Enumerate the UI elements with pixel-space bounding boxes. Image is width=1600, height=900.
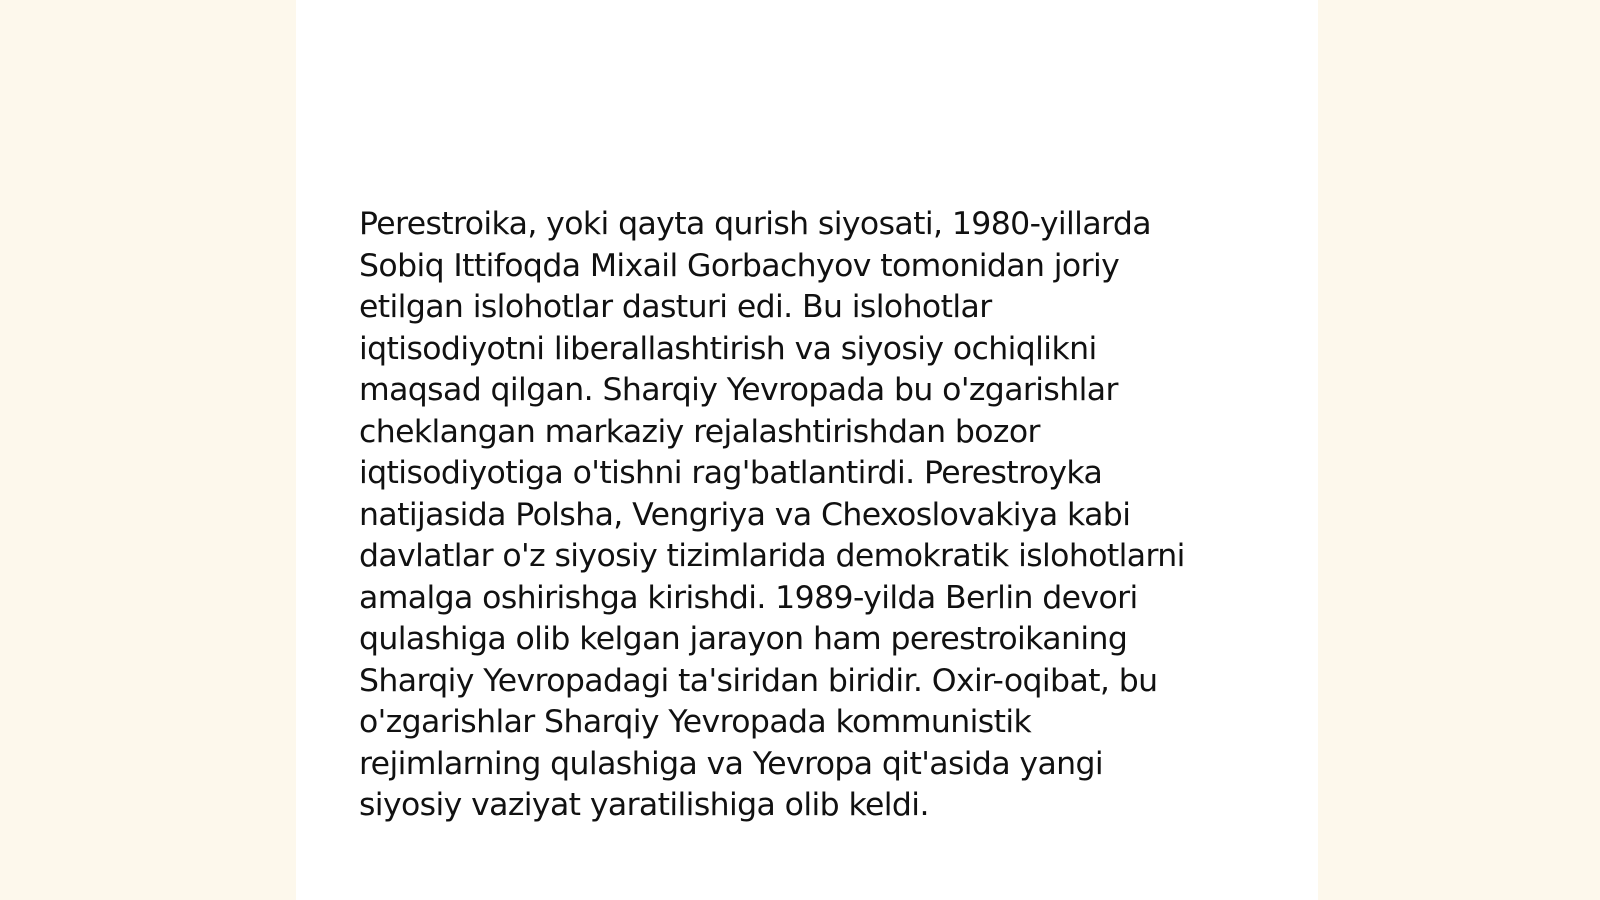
paragraph-line: Sobiq Ittifoqda Mixail Gorbachyov tomonidan joriy (359, 247, 1120, 284)
paragraph-line: maqsad qilgan. Sharqiy Yevropada bu o'zgarishlar (359, 372, 1118, 408)
paragraph-line: natijasida Polsha, Vengriya va Chexoslovakiya kabi (359, 496, 1131, 533)
paragraph-line: rejimlarning qulashiga va Yevropa qit'asida yangi (359, 745, 1104, 782)
paragraph-line: iqtisodiyotiga o'tishni rag'batlantirdi. Perestroyka (359, 455, 1103, 491)
paragraph-line: o'zgarishlar Sharqiy Yevropada kommunistik (359, 704, 1032, 740)
paragraph-line: Perestroika, yoki qayta qurish siyosati, 1980-yillarda (359, 206, 1151, 242)
paragraph-line: qulashiga olib kelgan jarayon ham perestroikaning (359, 621, 1128, 657)
document-page (296, 0, 1318, 900)
paragraph-line: cheklangan markaziy rejalashtirishdan bozor (359, 413, 1040, 450)
paragraph-line: amalga oshirishga kirishdi. 1989-yilda Berlin devori (359, 579, 1138, 616)
paragraph-line: Sharqiy Yevropadagi ta'siridan biridir. Oxir-oqibat, bu (359, 662, 1158, 699)
paragraph-line: siyosiy vaziyat yaratilishiga olib keldi. (359, 787, 929, 823)
paragraph-line: davlatlar o'z siyosiy tizimlarida demokratik islohotlarni (359, 538, 1185, 574)
paragraph-line: iqtisodiyotni liberallashtirish va siyosiy ochiqlikni (359, 330, 1097, 367)
body-paragraph (359, 204, 1279, 827)
paragraph-line: etilgan islohotlar dasturi edi. Bu islohotlar (359, 289, 992, 325)
